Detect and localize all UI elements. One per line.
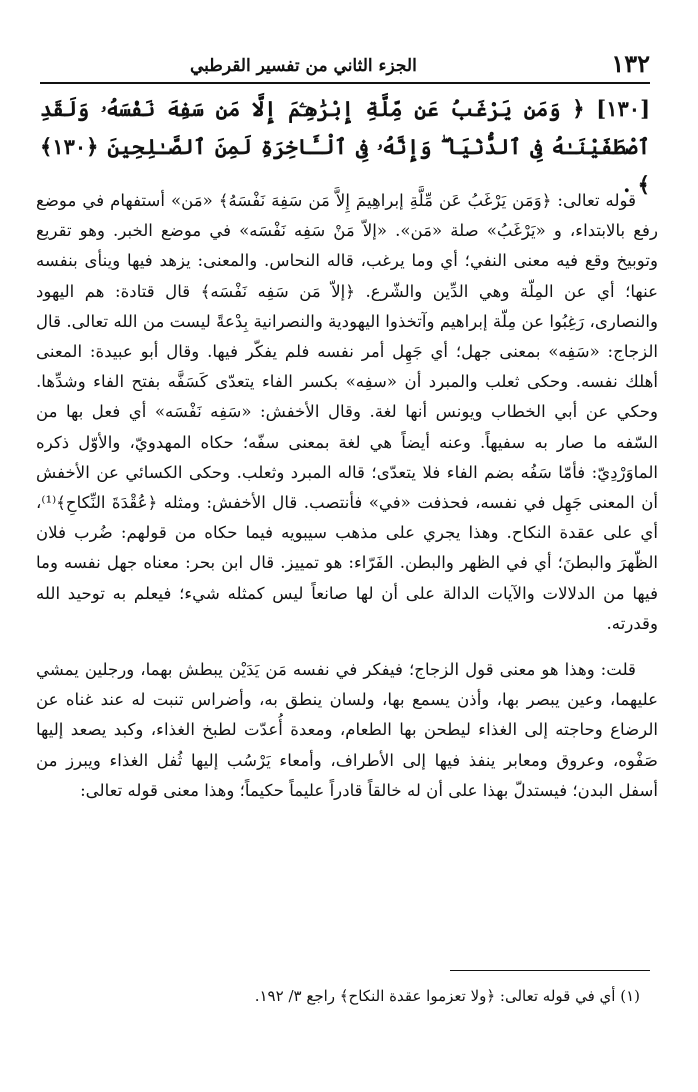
running-title: الجزء الثاني من تفسير القرطبي — [190, 56, 417, 76]
verse-text: ﴿ وَمَن يَرْغَبُ عَن مِّلَّةِ إِبْرَٰهِـۧمَ إِلَّا مَن سَفِهَ نَفْسَهُۥ وَلَقَدِ ٱصْطَفَيْنَـٰهُ فِى ٱلدُّنْيَا ۖ وَإِنَّهُۥ فِى ٱلْـَٔاخِرَةِ لَمِنَ ٱلصَّـٰلِحِينَ ﴿١٣٠﴾ ﴾ . — [40, 96, 650, 197]
footnote: (١) أي في قوله تعالى: ﴿ولا تعزموا عقدة النكاح﴾ راجع ٣/ ١٩٢. — [254, 987, 640, 1005]
commentary-paragraph: قوله تعالى: ﴿وَمَن يَرْغَبُ عَن مِّلَّةِ إبراهِيمَ إِلاَّ مَن سَفِهَ نَفْسَهُ﴾ «مَن» أستفهام في موضع رفع بالابتداء، و «يَرْغَبُ» صلة «مَن». «إلاّ مَنْ سَفِه نَفْسَه» في موضع الخبر. وهو تقريع وتوبيخ وقع فيه معنى النفي؛ أي وما يرغب، قاله النحاس. والمعنى: يزهد فيها وينأى بنفسه عنها؛ أي عن المِلّة وهي الدِّين والشّرع. ﴿إلاّ مَن سَفِه نَفْسَه﴾ قال قتادة: هم اليهود والنصارى، رَغِبُوا عن مِلّة إبراهيم وآتخذوا اليهودية والنصرانية بِدْعةً ليست من الله تعالى. قال الزجاج: «سَفِه» بمعنى جهل؛ أي جَهِل أمر نفسه فلم يفكّر فيها. وقال أبو عبيدة: المعنى أهلك نفسه. وحكى ثعلب والمبرد أن «سفِه» بكسر الفاء يتعدّى كَسَفَّه بفتح الفاء وشدِّها. وحكي عن أبي الخطاب ويونس أنها لغة. وقال الأخفش: «سَفِه نَفْسَه» أي فعل بها من السّفه ما صار به سفيهاً. وعنه أيضاً هي لغة بمعنى سفّه؛ حكاه المهدويّ، والأوّل ذكره الماوَرْدِيّ: فأمّا سَفُه بضم الفاء فلا يتعدّى؛ قاله المبرد وثعلب. وحكى الكسائي عن الأخفش أن المعنى جَهِل في نفسه، فحذفت «في» فأنتصب. قال الأخفش: ومثله ﴿عُقْدَةَ النِّكاحِ﴾⁽¹⁾، أي على عقدة النكاح. وهذا يجري على مذهب سيبويه فيما حكاه من قولهم: ضُرب فلان الظّهرَ والبطنَ؛ أي في الظهر والبطن. الفَرّاء: هو تمييز. قال ابن بحر: معناه جهل نفسه وما فيها من الدلالات والآيات الدالة على أن لها صانعاً ليس كمثله شيء؛ فيعلم به توحيد الله وقدرته. — [36, 191, 658, 633]
page-number: ١٣٢ — [611, 49, 650, 78]
footnote-divider — [450, 970, 650, 971]
commentary-paragraph: قلت: وهذا هو معنى قول الزجاج؛ فيفكر في نفسه مَن يَدَيْن يبطش بهما، ورجلين يمشي عليهما، وعين يبصر بها، وأذن يسمع بها، ولسان ينطق به، وأضراس تنبت له عند غناه عن الرضاع وحاجته إلى الغذاء ليطحن بها الطعام، ومعدة أُعدّت لطبخ الغذاء، وكبد يصعد إليها صَفْوه، وعروق ومعابر ينفذ فيها إلى الأطراف، وأمعاء يَرْسُب إليها ثُفل الغذاء ويبرز من أسفل البدن؛ فيستدلّ بهذا على أن له خالقاً قادراً عليماً حكيماً؛ وهذا معنى قوله تعالى: — [36, 660, 658, 800]
verse-number: [١٣٠] — [596, 96, 651, 121]
page-header — [40, 48, 650, 84]
commentary-body — [36, 186, 658, 806]
